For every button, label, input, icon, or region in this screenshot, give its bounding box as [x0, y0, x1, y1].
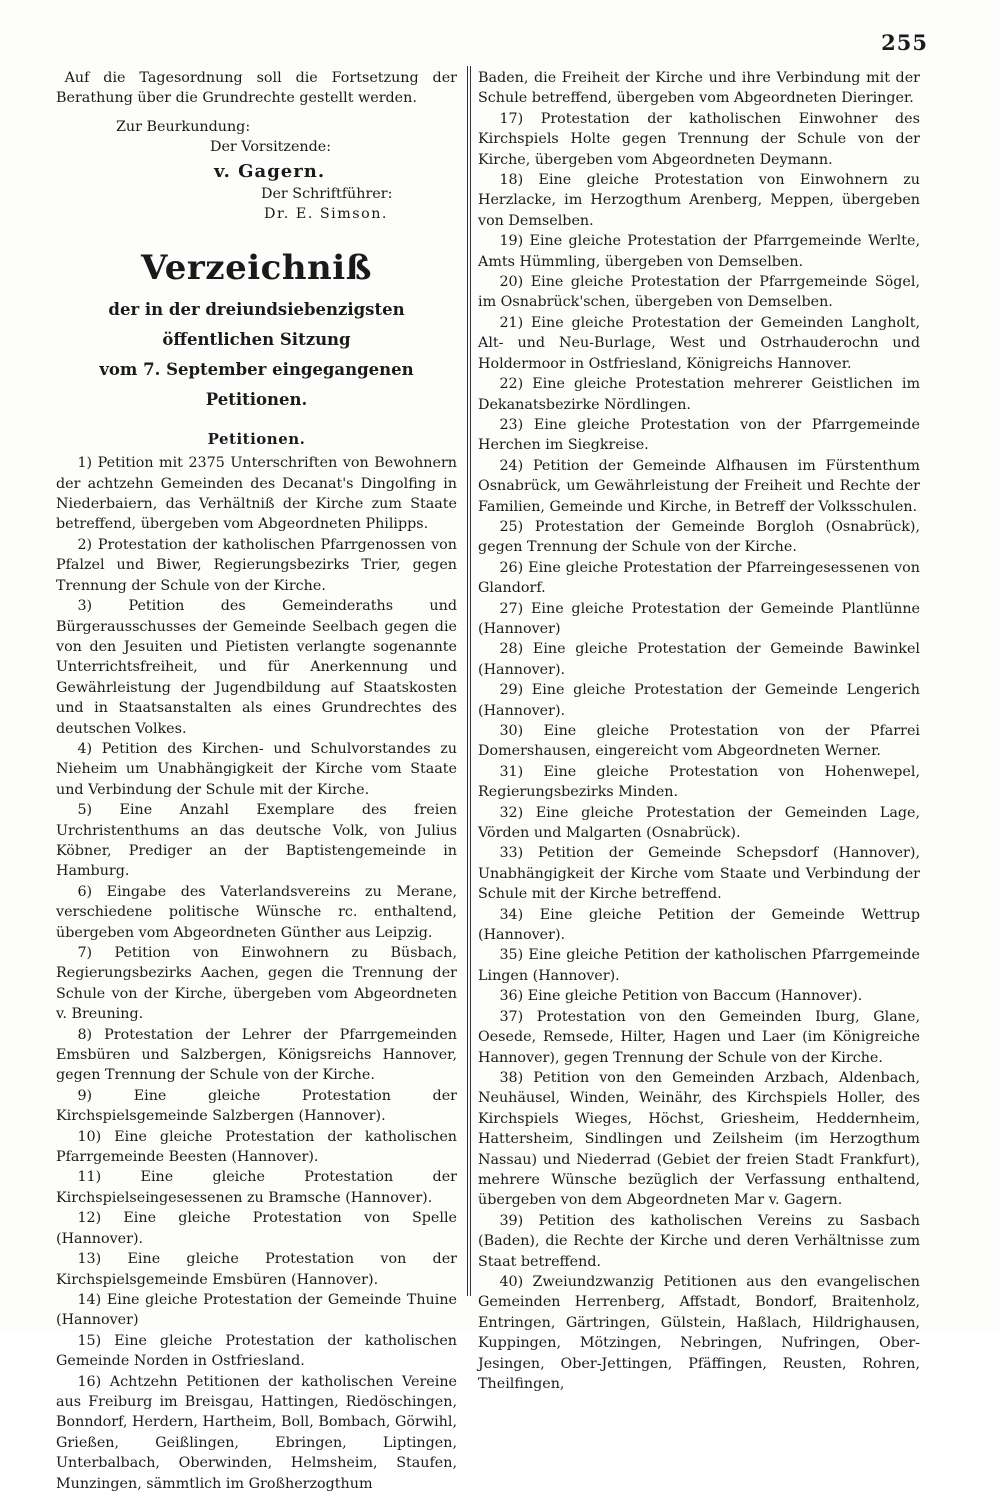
petition-entry: 11) Eine gleiche Protestation der Kirchspielseingesessenen zu Bramsche (Hannover). — [56, 1169, 457, 1206]
petition-entry: 1) Petition mit 2375 Unterschriften von Bewohnern der achtzehn Gemeinden des Decanat's Dingolfing in Niederbaiern, das Verhältniß der Kirche zum Staate betreffend, übergeben vom Abgeordneten Philipps. — [56, 455, 457, 533]
petition-entry: 17) Protestation der katholischen Einwohner des Kirchspiels Holte gegen Trennung der Schule von der Kirche, übergeben vom Abgeordneten Deymann. — [478, 110, 920, 168]
petition-entry: 28) Eine gleiche Protestation der Gemeinde Bawinkel (Hannover). — [478, 641, 920, 678]
column-divider — [470, 66, 471, 1296]
petition-entry: 10) Eine gleiche Protestation der katholischen Pfarrgemeinde Beesten (Hannover). — [56, 1128, 457, 1166]
petition-entry: 30) Eine gleiche Protestation von der Pfarrei Domershausen, eingereicht vom Abgeordneten Werner. — [478, 723, 920, 760]
right-column — [478, 68, 920, 1394]
petition-entry: 27) Eine gleiche Protestation der Gemeinde Plantlünne (Hannover) — [478, 600, 920, 637]
petition-entry: 20) Eine gleiche Protestation der Pfarrgemeinde Sögel, im Osnabrück'schen, übergeben von Demselben. — [478, 274, 920, 311]
petition-entry: 25) Protestation der Gemeinde Borgloh (Osnabrück), gegen Trennung der Schule von der Kirche. — [478, 518, 920, 556]
petition-entry: 39) Petition des katholischen Vereins zu Sasbach (Baden), die Rechte der Kirche und deren Verhältnisse zum Staat betreffend. — [478, 1212, 920, 1270]
petition-entry: 23) Eine gleiche Protestation von der Pfarrgemeinde Herchen im Siegkreise. — [478, 416, 920, 454]
petition-entry: 37) Protestation von den Gemeinden Iburg, Glane, Oesede, Remsede, Hilter, Hagen und Laer (im Königreiche Hannover), gegen Trennung der Schule von der Kirche. — [478, 1008, 920, 1066]
list-subtitle: vom 7. September eingegangenen Petitionen. — [99, 359, 414, 409]
column-divider — [467, 66, 468, 1296]
left-column — [56, 68, 457, 1494]
chairman-name: v. Gagern. — [214, 160, 326, 182]
petition-entry: 32) Eine gleiche Protestation der Gemeinden Lage, Vörden und Malgarten (Osnabrück). — [478, 804, 920, 842]
petition-entry: 26) Eine gleiche Protestation der Pfarreingesessenen von Glandorf. — [478, 559, 920, 597]
petition-entry: 31) Eine gleiche Protestation von Hohenwepel, Regierungsbezirks Minden. — [478, 763, 920, 801]
petition-entry: 15) Eine gleiche Protestation der katholischen Gemeinde Norden in Ostfriesland. — [56, 1332, 457, 1370]
petition-entry: 14) Eine gleiche Protestation der Gemeinde Thuine (Hannover) — [56, 1291, 457, 1329]
petition-entry: 16) Achtzehn Petitionen der katholischen Vereine aus Freiburg im Breisgau, Hattingen, Riedöschingen, Bonndorf, Herdern, Hartheim, Boll, Bombach, Görwihl, Grießen, Geißlingen, Ebringen, Liptingen, Unterbalbach, Oberwinden, Helmsheim, Staufen, Munzingen, sämmtlich im Großherzogthum — [56, 1373, 457, 1492]
chairman-label: Der Vorsitzende: — [210, 139, 332, 156]
petition-entry: 5) Eine Anzahl Exemplare des freien Urchristenthums an das deutsche Volk, von Julius Köbner, Prediger an der Baptistengemeinde in Hamburg. — [56, 802, 457, 880]
petition-entry: 2) Protestation der katholischen Pfarrgenossen von Pfalzel und Biwer, Regierungsbezirks Trier, gegen Trennung der Schule von der Kirche. — [56, 536, 457, 594]
petition-entry: 38) Petition von den Gemeinden Arzbach, Aldenbach, Neuhäusel, Winden, Weinähr, des Kirchspiels Holler, des Kirchspiels Wieges, Höchst, Griesheim, Heddernheim, Hattersheim, Sindlingen und Zeilsheim (im Herzogthum Nassau) und Niederrad (Gebiet der freien Stadt Frankfurt), mehrere Wünsche bezüglich der Verfassung enthaltend, übergeben von dem Abgeordneten Mar v. Gagern. — [478, 1069, 920, 1209]
petition-entry: 40) Zweiundzwanzig Petitionen aus den evangelischen Gemeinden Herrenberg, Affstadt, Bondorf, Braitenholz, Entringen, Gärtringen, Gülstein, Haßlach, Hildrighausen, Kuppingen, Mötzingen, Nebringen, Nufringen, Ober-Jesingen, Ober-Jettingen, Pfäffingen, Reusten, Rohren, Theilfingen, — [478, 1273, 920, 1392]
list-title: Verzeichniß — [140, 247, 373, 288]
petition-entry: 36) Eine gleiche Petition von Baccum (Hannover). — [499, 988, 863, 1005]
petition-entry: 34) Eine gleiche Petition der Gemeinde Wettrup (Hannover). — [478, 906, 920, 944]
petition-entry: 22) Eine gleiche Protestation mehrerer Geistlichen im Dekanatsbezirke Nördlingen. — [478, 376, 920, 413]
petition-entry: 6) Eingabe des Vaterlandsvereins zu Merane, verschiedene politische Wünsche rc. enthaltend, übergeben vom Abgeordneten Günther aus Leipzig. — [56, 883, 457, 941]
petition-entry: 35) Eine gleiche Petition der katholischen Pfarrgemeinde Lingen (Hannover). — [478, 947, 920, 984]
certification-label: Zur Beurkundung: — [116, 118, 251, 135]
secretary-name: Dr. E. Simson. — [264, 206, 388, 223]
petition-entry: 12) Eine gleiche Protestation von Spelle (Hannover). — [56, 1210, 457, 1247]
list-subtitle: der in der dreiundsiebenzigsten öffentlichen Sitzung — [108, 299, 405, 349]
section-title: Petitionen. — [207, 429, 306, 448]
petition-entry: 3) Petition des Gemeinderaths und Bürgerausschusses der Gemeinde Seelbach gegen die von den Jesuiten und Pietisten verlangte sogenannte Unterrichtsfreiheit, und für Anerkennung und Gewährleistung der Jugendbildung auf Staatskosten und in Staatsanstalten als eines Grundrechtes des deutschen Volkes. — [56, 598, 457, 737]
petition-entry: 19) Eine gleiche Protestation der Pfarrgemeinde Werlte, Amts Hümmling, übergeben von Demselben. — [478, 233, 920, 270]
petition-entry: 8) Protestation der Lehrer der Pfarrgemeinden Emsbüren und Salzbergen, Königsreichs Hannover, gegen Trennung der Schule von der Kirche. — [56, 1026, 457, 1084]
petition-entry: 7) Petition von Einwohnern zu Büsbach, Regierungsbezirks Aachen, gegen die Trennung der Schule von der Kirche, übergeben vom Abgeordneten v. Breuning. — [56, 945, 457, 1023]
petition-entry: 33) Petition der Gemeinde Schepsdorf (Hannover), Unabhängigkeit der Kirche vom Staate und Verbindung der Schule mit der Kirche betreffend. — [478, 845, 920, 903]
petition-entry: 4) Petition des Kirchen- und Schulvorstandes zu Nieheim um Unabhängigkeit der Kirche vom Staate und Verbindung der Schule mit der Kirche. — [56, 740, 457, 798]
petition-entry: 29) Eine gleiche Protestation der Gemeinde Lengerich (Hannover). — [478, 682, 920, 719]
petition-entry: 9) Eine gleiche Protestation der Kirchspielsgemeinde Salzbergen (Hannover). — [56, 1087, 457, 1125]
page-number: 255 — [881, 30, 928, 55]
petition-entry-continued: Baden, die Freiheit der Kirche und ihre Verbindung mit der Schule betreffend, übergeben vom Abgeordneten Dieringer. — [478, 70, 920, 107]
agenda-paragraph: Auf die Tagesordnung soll die Fortsetzung der Berathung über die Grundrechte gestellt werden. — [56, 70, 457, 107]
petition-entry: 24) Petition der Gemeinde Alfhausen im Fürstenthum Osnabrück, um Gewährleistung der Freiheit und Rechte der Familien, Gemeinde und Kirche, in Betreff der Volksschulen. — [478, 457, 920, 515]
petition-entry: 18) Eine gleiche Protestation von Einwohnern zu Herzlacke, im Herzogthum Arenberg, Meppen, übergeben von Demselben. — [478, 172, 920, 229]
secretary-label: Der Schriftführer: — [261, 186, 393, 203]
petition-entry: 13) Eine gleiche Protestation von der Kirchspielsgemeinde Emsbüren (Hannover). — [56, 1251, 457, 1288]
petition-entry: 21) Eine gleiche Protestation der Gemeinden Langholt, Alt- und Neu-Burlage, West und Ostrhauderochn und Holdermoor in Ostfriesland, Königreichs Hannover. — [478, 314, 920, 372]
